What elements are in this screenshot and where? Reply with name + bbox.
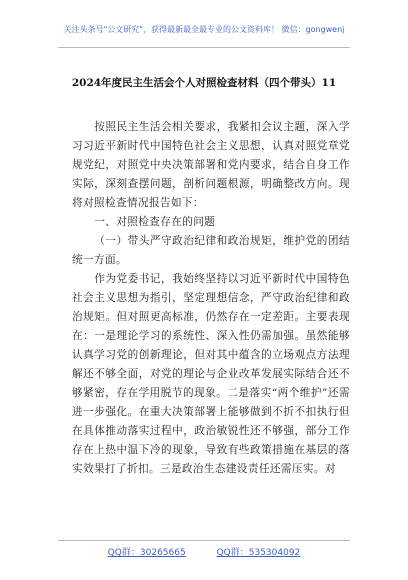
- footer: [0, 545, 408, 558]
- footer-qq-group-2[interactable]: QQ群：535304092: [216, 548, 301, 558]
- intro-paragraph: 按照民主生活会相关要求，我紧扣会议主题，深入学习习近平新时代中国特色社会主义思想，认真对照党章党规党纪，对照党中央决策部署和党内要求，结合自身工作实际，深刻查摆问题，剖析问题根源，明确整改方向。现将对照检查情况报告如下：: [72, 121, 350, 209]
- footer-qq-group-1[interactable]: QQ群：30265665: [107, 548, 186, 558]
- header-banner: 关注头条号"公文研究"，获得最新最全最专业的公文资料库！ 微信：gongwenj: [63, 25, 345, 34]
- document-title: 2024年度民主生活会个人对照检查材料（四个带头）11: [71, 77, 337, 89]
- footer-divider: [58, 540, 350, 541]
- body-paragraph: 作为党委书记，我始终坚持以习近平新时代中国特色社会主义思想为指引，坚定理想信念，严守政治纪律和政治规矩。但对照更高标准，仍然存在一定差距。主要表现在：一是理论学习的系统性、深入性仍需加强。虽然能够认真学习党的创新理论，但对其中蕴含的立场观点方法理解还不够全面，对党的理论与企业改革发展实际结合还不够紧密，存在学用脱节的现象。二是落实“两个维护”还需进一步强化。在重大决策部署上能够做到不折不扣执行但在具体推动落实过程中，政治敏锐性还不够强，部分工作存在上热中温下冷的现象，导致有些政策措施在基层的落实效果打了折扣。三是政治生态建设责任还需压实。对: [72, 273, 350, 475]
- header-divider: [58, 47, 350, 48]
- section-heading: 一、对照检查存在的问题: [94, 216, 216, 228]
- document-body: [72, 118, 350, 479]
- subsection-heading: （一）带头严守政治纪律和政治规矩，维护党的团结统一方面。: [72, 235, 350, 266]
